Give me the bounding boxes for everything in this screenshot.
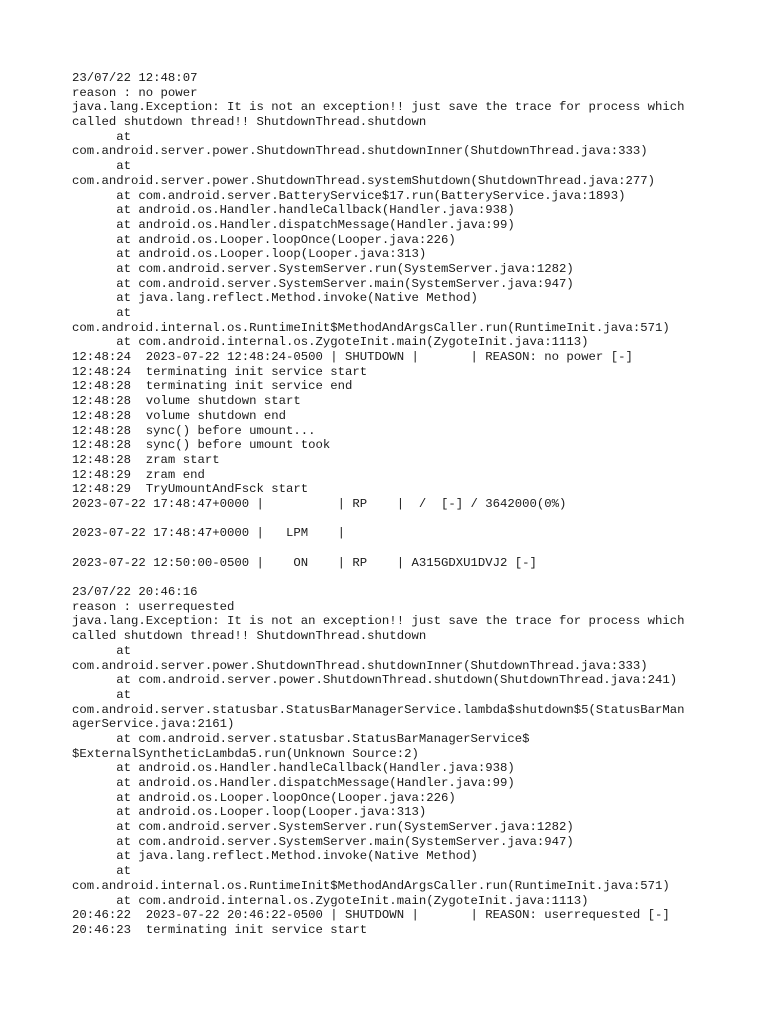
log-line: at com.android.server.SystemServer.main(SystemServer.java:947): [72, 834, 574, 849]
log-line: at android.os.Handler.handleCallback(Handler.java:938): [72, 203, 515, 218]
log-line: 12:48:28 sync() before umount...: [72, 423, 316, 438]
log-line: at: [72, 159, 132, 174]
log-line: java.lang.Exception: It is not an exception!! just save the trace for process which: [72, 100, 685, 115]
log-line: reason : no power: [72, 85, 198, 100]
log-line: at com.android.server.SystemServer.run(SystemServer.java:1282): [72, 261, 574, 276]
log-line: 2023-07-22 17:48:47+0000 | LPM |: [72, 526, 346, 541]
log-line: 12:48:28 zram start: [72, 452, 220, 467]
log-line: 12:48:24 2023-07-22 12:48:24-0500 | SHUTDOWN | | REASON: no power [-]: [72, 350, 633, 365]
log-line: at com.android.server.statusbar.StatusBarManagerService$: [72, 731, 530, 746]
log-line: com.android.server.power.ShutdownThread.shutdownInner(ShutdownThread.java:333): [72, 658, 648, 673]
log-line: [72, 541, 712, 556]
log-line: 12:48:24 terminating init service start: [72, 364, 368, 379]
log-line: 23/07/22 20:46:16: [72, 585, 198, 600]
log-line: at com.android.server.SystemServer.run(SystemServer.java:1282): [72, 820, 574, 835]
log-line: com.android.internal.os.RuntimeInit$MethodAndArgsCaller.run(RuntimeInit.java:571): [72, 320, 670, 335]
log-line: at android.os.Handler.handleCallback(Handler.java:938): [72, 761, 515, 776]
log-line: $ExternalSyntheticLambda5.run(Unknown Source:2): [72, 746, 419, 761]
log-line: at com.android.server.BatteryService$17.run(BatteryService.java:1893): [72, 188, 626, 203]
log-line: agerService.java:2161): [72, 717, 235, 732]
log-line: at: [72, 643, 132, 658]
log-line: at android.os.Looper.loopOnce(Looper.java:226): [72, 790, 456, 805]
log-line: called shutdown thread!! ShutdownThread.shutdown: [72, 629, 427, 644]
log-line: 2023-07-22 12:50:00-0500 | ON | RP | A315GDXU1DVJ2 [-]: [72, 555, 537, 570]
log-line: reason : userrequested: [72, 599, 235, 614]
log-line: 23/07/22 12:48:07: [72, 71, 198, 85]
log-line: at android.os.Handler.dispatchMessage(Handler.java:99): [72, 776, 515, 790]
log-text-block: [72, 71, 712, 938]
log-line: at: [72, 306, 132, 320]
log-line: 12:48:28 sync() before umount took: [72, 438, 331, 453]
log-line: com.android.server.power.ShutdownThread.shutdownInner(ShutdownThread.java:333): [72, 144, 648, 159]
log-line: com.android.server.power.ShutdownThread.systemShutdown(ShutdownThread.java:277): [72, 173, 655, 188]
log-line: called shutdown thread!! ShutdownThread.shutdown: [72, 115, 427, 130]
log-line: at com.android.internal.os.ZygoteInit.main(ZygoteInit.java:1113): [72, 335, 589, 350]
log-line: 12:48:28 terminating init service end: [72, 379, 353, 394]
log-line: [72, 512, 712, 527]
log-line: at: [72, 864, 132, 879]
log-line: at com.android.server.power.ShutdownThread.shutdown(ShutdownThread.java:241): [72, 673, 678, 688]
log-line: at android.os.Handler.dispatchMessage(Handler.java:99): [72, 217, 515, 232]
log-line: 20:46:22 2023-07-22 20:46:22-0500 | SHUTDOWN | | REASON: userrequested [-]: [72, 908, 670, 923]
log-line: 12:48:29 zram end: [72, 467, 205, 482]
log-line: at com.android.server.SystemServer.main(SystemServer.java:947): [72, 276, 574, 291]
log-line: at android.os.Looper.loopOnce(Looper.java:226): [72, 232, 456, 247]
log-line: 20:46:23 terminating init service start: [72, 922, 368, 937]
log-line: java.lang.Exception: It is not an exception!! just save the trace for process which: [72, 614, 685, 629]
log-line: [72, 570, 712, 585]
log-line: at java.lang.reflect.Method.invoke(Native Method): [72, 849, 478, 864]
log-line: at com.android.internal.os.ZygoteInit.main(ZygoteInit.java:1113): [72, 893, 589, 908]
log-line: com.android.server.statusbar.StatusBarManagerService.lambda$shutdown$5(StatusBarMan: [72, 702, 685, 717]
log-line: 2023-07-22 17:48:47+0000 | | RP | / [-] / 3642000(0%): [72, 496, 567, 511]
log-line: at android.os.Looper.loop(Looper.java:313): [72, 247, 427, 262]
log-line: 12:48:28 volume shutdown end: [72, 408, 287, 423]
log-line: at java.lang.reflect.Method.invoke(Native Method): [72, 291, 478, 306]
log-line: at android.os.Looper.loop(Looper.java:313): [72, 805, 427, 820]
log-line: 12:48:29 TryUmountAndFsck start: [72, 482, 309, 497]
log-line: at: [72, 687, 132, 702]
log-line: at: [72, 129, 132, 144]
log-line: com.android.internal.os.RuntimeInit$MethodAndArgsCaller.run(RuntimeInit.java:571): [72, 878, 670, 893]
log-line: 12:48:28 volume shutdown start: [72, 394, 301, 409]
